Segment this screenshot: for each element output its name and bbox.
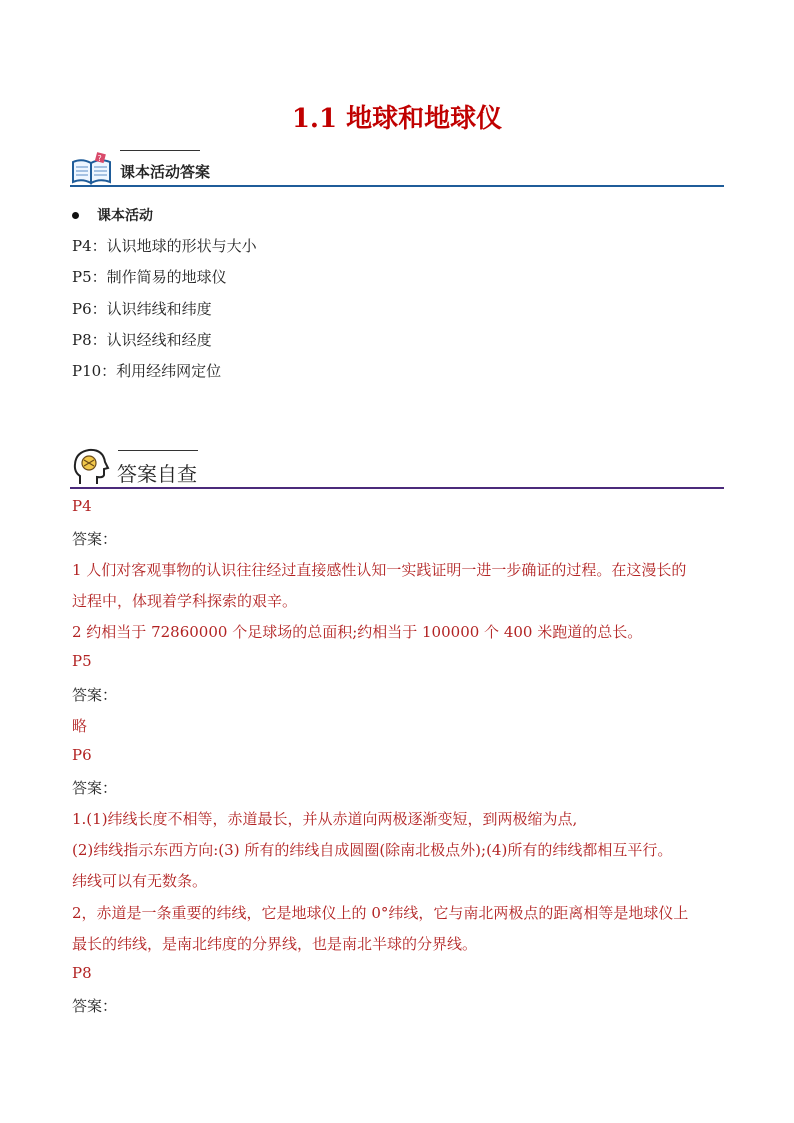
page-title: 1.1 地球和地球仪: [291, 104, 503, 134]
answer-text: 2，赤道是一条重要的纬线，它是地球仪上的 0°纬线，它与南北两极点的距离相等是地球仪上: [72, 904, 689, 922]
bullet-label: 课本活动: [97, 208, 153, 224]
head-thinking-icon: [72, 446, 110, 488]
answer-label: 答案：: [72, 779, 118, 797]
section-header-activity: [70, 148, 724, 190]
activity-line: P10：利用经纬网定位: [72, 362, 222, 380]
page-ref: P4: [72, 497, 92, 515]
answer-text: 略: [72, 717, 88, 735]
bullet-dot: [72, 212, 79, 219]
book-icon: [70, 152, 114, 186]
answer-text: 1 人们对客观事物的认识往往经过直接感性认知一实践证明一进一步确证的过程。在这漫长的: [72, 561, 687, 579]
section-divider: [70, 487, 724, 489]
answer-text: 纬线可以有无数条。: [72, 872, 208, 890]
answer-text: 过程中，体现着学科探索的艰辛。: [72, 592, 298, 610]
activity-line: P4：认识地球的形状与大小: [72, 237, 257, 255]
activity-line: P6：认识纬线和纬度: [72, 300, 212, 318]
answer-label: 答案：: [72, 997, 118, 1015]
page-ref: P5: [72, 652, 92, 670]
answer-text: (2)纬线指示东西方向:(3) 所有的纬线自成圆圈(除南北极点外);(4)所有的纬线都相互平行。: [72, 841, 673, 859]
section-heading: 课本活动答案: [120, 163, 211, 181]
activity-line: P5：制作简易的地球仪: [72, 268, 227, 286]
section-heading: 答案自查: [117, 462, 197, 486]
answer-text: 最长的纬线，是南北纬度的分界线，也是南北半球的分界线。: [72, 935, 478, 953]
header-top-line: [120, 150, 200, 151]
section-header-check: [70, 440, 724, 492]
activity-line: P8：认识经线和经度: [72, 331, 212, 349]
page-ref: P6: [72, 746, 92, 764]
header-top-line: [118, 450, 198, 451]
answer-label: 答案：: [72, 686, 118, 704]
page-ref: P8: [72, 964, 92, 982]
svg-text:?: ?: [97, 154, 102, 163]
answer-text: 2 约相当于 72860000 个足球场的总面积;约相当于 100000 个 400 米跑道的总长。: [72, 623, 643, 641]
answer-text: 1.(1)纬线长度不相等，赤道最长，并从赤道向两极逐渐变短，到两极缩为点,: [72, 810, 578, 828]
answer-label: 答案：: [72, 530, 118, 548]
section-divider: [70, 185, 724, 187]
activity-bullet: [72, 205, 153, 225]
